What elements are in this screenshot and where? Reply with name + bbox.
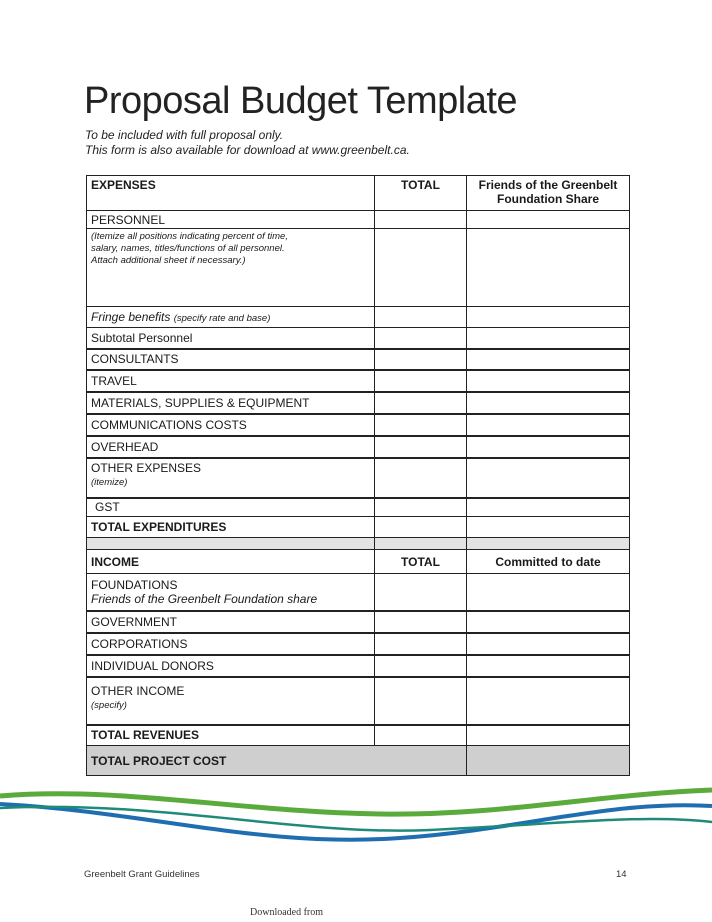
- table-row: [87, 229, 630, 307]
- individual-donors-label: INDIVIDUAL DONORS: [87, 655, 375, 677]
- committed-header: Committed to date: [467, 550, 630, 574]
- income-total-header: TOTAL: [375, 550, 467, 574]
- personnel-share-cell[interactable]: [467, 211, 630, 229]
- foundations-note: Friends of the Greenbelt Foundation share: [91, 591, 318, 606]
- footer-title: Greenbelt Grant Guidelines: [84, 869, 200, 880]
- table-row: [87, 633, 630, 655]
- table-row: [87, 392, 630, 414]
- gst-total-cell[interactable]: [375, 498, 467, 517]
- table-row: [87, 414, 630, 436]
- decorative-waves: [0, 778, 712, 858]
- materials-share-cell[interactable]: [467, 392, 630, 414]
- materials-label: MATERIALS, SUPPLIES & EQUIPMENT: [87, 392, 375, 414]
- separator-cell: [375, 538, 467, 550]
- total-expenditures-share-cell[interactable]: [467, 517, 630, 538]
- separator-cell: [467, 538, 630, 550]
- communications-total-cell[interactable]: [375, 414, 467, 436]
- foundation-share-header-line-1: Friends of the Greenbelt: [478, 178, 618, 192]
- other-income-cell: [87, 677, 375, 725]
- personnel-total-cell[interactable]: [375, 211, 467, 229]
- table-row: [87, 458, 630, 498]
- gst-share-cell[interactable]: [467, 498, 630, 517]
- foundations-cell: [87, 574, 375, 611]
- communications-share-cell[interactable]: [467, 414, 630, 436]
- gst-label: GST: [87, 498, 375, 517]
- foundation-share-header: [467, 176, 630, 211]
- subtitle-line-2: This form is also available for download at www.greenbelt.ca.: [85, 143, 410, 157]
- individual-donors-total-cell[interactable]: [375, 655, 467, 677]
- government-committed-cell[interactable]: [467, 611, 630, 633]
- consultants-label: CONSULTANTS: [87, 349, 375, 370]
- expenses-header: EXPENSES: [87, 176, 375, 211]
- separator-cell: [87, 538, 375, 550]
- personnel-note-line-3: Attach additional sheet if necessary.): [91, 255, 246, 266]
- other-income-committed-cell[interactable]: [467, 677, 630, 725]
- expenses-header-row: [87, 176, 630, 211]
- consultants-total-cell[interactable]: [375, 349, 467, 370]
- fringe-share-cell[interactable]: [467, 307, 630, 328]
- travel-label: TRAVEL: [87, 370, 375, 392]
- total-project-cost-cell[interactable]: [467, 746, 630, 776]
- subtitle-line-1: To be included with full proposal only.: [85, 128, 284, 142]
- personnel-itemize-share-cell[interactable]: [467, 229, 630, 307]
- page-title: Proposal Budget Template: [84, 80, 518, 122]
- fringe-total-cell[interactable]: [375, 307, 467, 328]
- overhead-total-cell[interactable]: [375, 436, 467, 458]
- other-expenses-share-cell[interactable]: [467, 458, 630, 498]
- fringe-label: Fringe benefits: [91, 310, 171, 324]
- table-row: [87, 517, 630, 538]
- personnel-itemize-cell[interactable]: [87, 229, 375, 307]
- downloaded-from-text: Downloaded from: [250, 907, 324, 918]
- subtotal-personnel-share-cell[interactable]: [467, 328, 630, 349]
- government-total-cell[interactable]: [375, 611, 467, 633]
- table-row: [87, 498, 630, 517]
- expenses-total-header: TOTAL: [375, 176, 467, 211]
- foundation-share-header-line-2: Foundation Share: [497, 192, 599, 206]
- other-expenses-total-cell[interactable]: [375, 458, 467, 498]
- total-project-cost-row: [87, 746, 630, 776]
- communications-label: COMMUNICATIONS COSTS: [87, 414, 375, 436]
- overhead-label: OVERHEAD: [87, 436, 375, 458]
- foundations-label: FOUNDATIONS: [91, 577, 178, 592]
- corporations-total-cell[interactable]: [375, 633, 467, 655]
- other-expenses-note: (itemize): [91, 476, 128, 488]
- overhead-share-cell[interactable]: [467, 436, 630, 458]
- page-number: 14: [616, 869, 627, 880]
- income-header: INCOME: [87, 550, 375, 574]
- materials-total-cell[interactable]: [375, 392, 467, 414]
- personnel-note-line-1: (Itemize all positions indicating percent of time,: [91, 231, 288, 242]
- fringe-note: (specify rate and base): [173, 313, 271, 324]
- table-row: [87, 328, 630, 349]
- table-row: [87, 574, 630, 611]
- personnel-itemize-total-cell[interactable]: [375, 229, 467, 307]
- subtitle: [85, 128, 410, 158]
- other-expenses-cell: [87, 458, 375, 498]
- travel-total-cell[interactable]: [375, 370, 467, 392]
- consultants-share-cell[interactable]: [467, 349, 630, 370]
- table-row: [87, 677, 630, 725]
- total-expenditures-total-cell[interactable]: [375, 517, 467, 538]
- total-expenditures-label: TOTAL EXPENDITURES: [87, 517, 375, 538]
- table-row: [87, 436, 630, 458]
- other-income-note: (specify): [91, 699, 127, 711]
- fringe-benefits-label: [87, 307, 375, 328]
- budget-table: [86, 175, 630, 776]
- table-row: [87, 725, 630, 746]
- personnel-label: PERSONNEL: [87, 211, 375, 229]
- table-row: [87, 655, 630, 677]
- table-row: [87, 307, 630, 328]
- other-income-label: OTHER INCOME: [91, 683, 185, 698]
- income-header-row: [87, 550, 630, 574]
- total-revenues-committed-cell[interactable]: [467, 725, 630, 746]
- total-revenues-label: TOTAL REVENUES: [87, 725, 375, 746]
- other-income-total-cell[interactable]: [375, 677, 467, 725]
- government-label: GOVERNMENT: [87, 611, 375, 633]
- corporations-label: CORPORATIONS: [87, 633, 375, 655]
- table-row: [87, 370, 630, 392]
- personnel-note-line-2: salary, names, titles/functions of all personnel.: [91, 243, 285, 254]
- foundations-total-cell[interactable]: [375, 574, 467, 611]
- travel-share-cell[interactable]: [467, 370, 630, 392]
- total-revenues-total-cell[interactable]: [375, 725, 467, 746]
- subtotal-personnel-total-cell[interactable]: [375, 328, 467, 349]
- other-expenses-label: OTHER EXPENSES: [91, 460, 202, 475]
- table-row: [87, 211, 630, 229]
- separator-row: [87, 538, 630, 550]
- foundations-committed-cell[interactable]: [467, 574, 630, 611]
- individual-donors-committed-cell[interactable]: [467, 655, 630, 677]
- table-row: [87, 349, 630, 370]
- total-project-cost-label: TOTAL PROJECT COST: [87, 746, 467, 776]
- corporations-committed-cell[interactable]: [467, 633, 630, 655]
- table-row: [87, 611, 630, 633]
- subtotal-personnel-label: Subtotal Personnel: [87, 328, 375, 349]
